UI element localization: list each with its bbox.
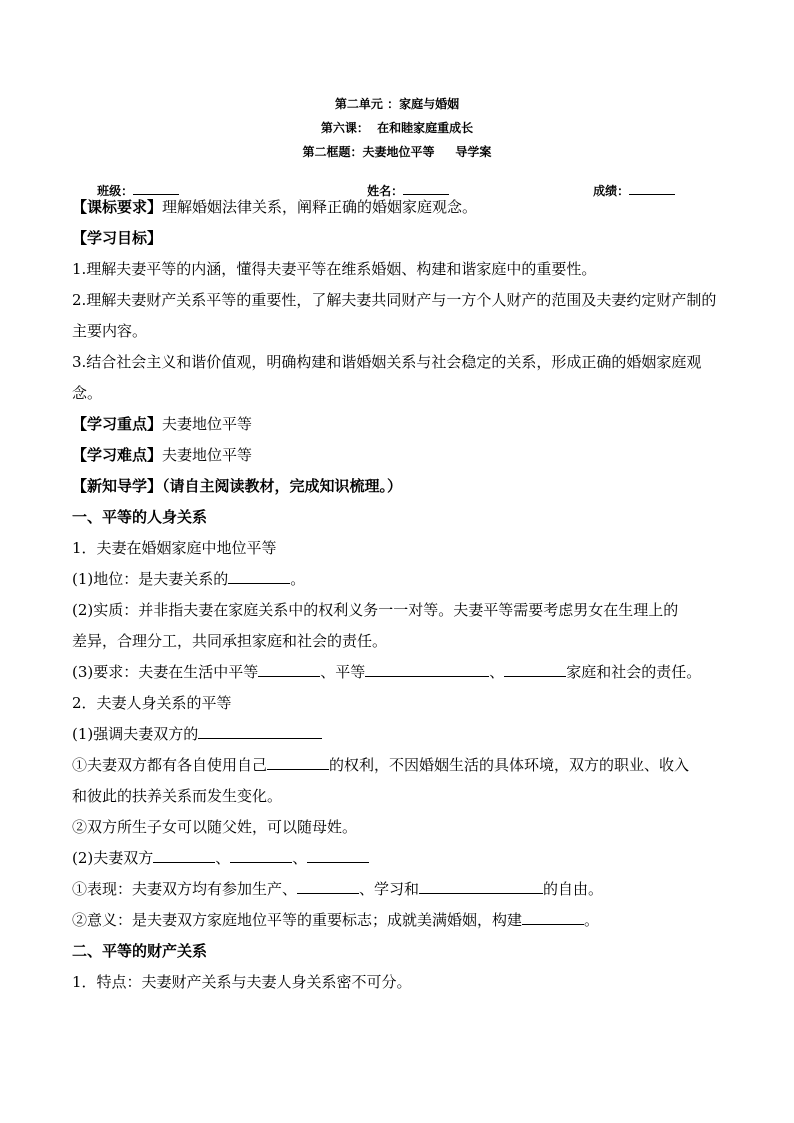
score-label: 成绩：	[593, 184, 630, 198]
s1-p1-3	[72, 657, 722, 688]
s1-p2-1c: 和彼此的扶养关系而发生变化。	[72, 787, 283, 805]
difficulty-line	[72, 440, 722, 471]
name-blank[interactable]	[403, 180, 449, 195]
s2-p1: 1．特点：夫妻财产关系与夫妻人身关系密不可分。	[72, 973, 412, 991]
blank-1[interactable]	[228, 569, 290, 584]
s1-p2-2e-text: 。	[584, 911, 600, 929]
s1-p1-3d: 家庭和社会的责任。	[566, 663, 702, 681]
blank-7[interactable]	[153, 848, 215, 863]
s1-p2-2a-text: ①表现：夫妻双方均有参加生产、	[72, 880, 298, 898]
s1-p2-2d	[72, 905, 722, 936]
sep-2: 、	[292, 849, 308, 867]
blank-9[interactable]	[307, 848, 369, 863]
s1-p1-1	[72, 564, 722, 595]
key-point-text: 夫妻地位平等	[162, 415, 253, 433]
s1-p2-2	[72, 843, 722, 874]
s1-p2-2c-text: 的自由。	[543, 880, 604, 898]
worksheet-page	[72, 92, 722, 998]
objectives-tag: 【学习目标】	[72, 229, 163, 247]
s1-p2-2b-text: 、学习和	[359, 880, 420, 898]
s1-p2-2d-text: ②意义：是夫妻双方家庭地位平等的重要标志；成就美满婚姻，构建	[72, 911, 523, 929]
sep-1: 、	[215, 849, 231, 867]
guide-text: （请自主阅读教材，完成知识梳理。）	[162, 477, 403, 495]
s1-p2-1a	[72, 750, 722, 781]
score-field[interactable]	[568, 166, 675, 213]
frame-title: 第二框题：夫妻地位平等 导学案	[302, 145, 492, 159]
class-field[interactable]	[72, 166, 179, 213]
lesson-title: 第六课： 在和睦家庭重成长	[320, 121, 474, 135]
s1-p2-1a-text: ①夫妻双方都有各自使用自己	[72, 756, 268, 774]
blank-4[interactable]	[504, 662, 566, 677]
s1-p2-1d: ②双方所生子女可以随父姓，可以随母姓。	[72, 818, 358, 836]
class-blank[interactable]	[133, 180, 179, 195]
objective-item-1: 1.理解夫妻平等的内涵，懂得夫妻平等在维系婚姻、构建和谐家庭中的重要性。	[72, 260, 597, 278]
s1-p1: 1．夫妻在婚姻家庭中地位平等	[72, 539, 277, 557]
guide-tag: 【新知导学】	[72, 477, 163, 495]
s1-p1-2a: (2)实质：并非指夫妻在家庭关系中的权利义务一一对等。夫妻平等需要考虑男女在生理上的	[72, 601, 679, 619]
name-label: 姓名：	[367, 184, 404, 198]
section2-heading: 二、平等的财产关系	[72, 942, 208, 960]
blank-6[interactable]	[267, 755, 329, 770]
s1-p2-1-text: (1)强调夫妻双方的	[72, 725, 199, 743]
name-field[interactable]	[342, 166, 449, 213]
blank-3[interactable]	[365, 662, 489, 677]
s1-p2-1b-text: 的权利，不因婚姻生活的具体环境，双方的职业、收入	[329, 756, 690, 774]
standard-text: 理解婚姻法律关系，阐释正确的婚姻家庭观念。	[162, 198, 478, 216]
s1-p1-1-end: 。	[290, 570, 306, 588]
key-point-line	[72, 409, 722, 440]
objective-item-3: 3.结合社会主义和谐价值观，明确构建和谐婚姻关系与社会稳定的关系，形成正确的婚姻家庭观念。	[72, 353, 702, 402]
blank-8[interactable]	[230, 848, 292, 863]
student-info-row	[72, 164, 722, 198]
s1-p2: 2．夫妻人身关系的平等	[72, 694, 232, 712]
blank-11[interactable]	[419, 879, 543, 894]
unit-title: 第二单元 ：家庭与婚姻	[334, 97, 460, 111]
s1-p2-2a	[72, 874, 722, 905]
class-label: 班级：	[97, 184, 134, 198]
objective-item-2: 2.理解夫妻财产关系平等的重要性，了解夫妻共同财产与一方个人财产的范围及夫妻约定财产制的主要内容。	[72, 291, 717, 340]
s1-p1-3b: 、平等	[320, 663, 366, 681]
standard-tag: 【课标要求】	[72, 198, 163, 216]
blank-5[interactable]	[198, 724, 322, 739]
s1-p2-1	[72, 719, 722, 750]
difficulty-text: 夫妻地位平等	[162, 446, 253, 464]
s1-p1-3c: 、	[489, 663, 505, 681]
blank-2[interactable]	[258, 662, 320, 677]
difficulty-tag: 【学习难点】	[72, 446, 163, 464]
score-blank[interactable]	[629, 180, 675, 195]
s1-p1-3a: (3)要求：夫妻在生活中平等	[72, 663, 259, 681]
blank-12[interactable]	[522, 910, 584, 925]
s1-p1-1-text: (1)地位：是夫妻关系的	[72, 570, 229, 588]
s1-p1-2b: 差异，合理分工，共同承担家庭和社会的责任。	[72, 632, 388, 650]
section1-heading: 一、平等的人身关系	[72, 508, 208, 526]
guide-line	[72, 471, 722, 502]
key-point-tag: 【学习重点】	[72, 415, 163, 433]
s1-p2-2-text: (2)夫妻双方	[72, 849, 154, 867]
blank-10[interactable]	[297, 879, 359, 894]
